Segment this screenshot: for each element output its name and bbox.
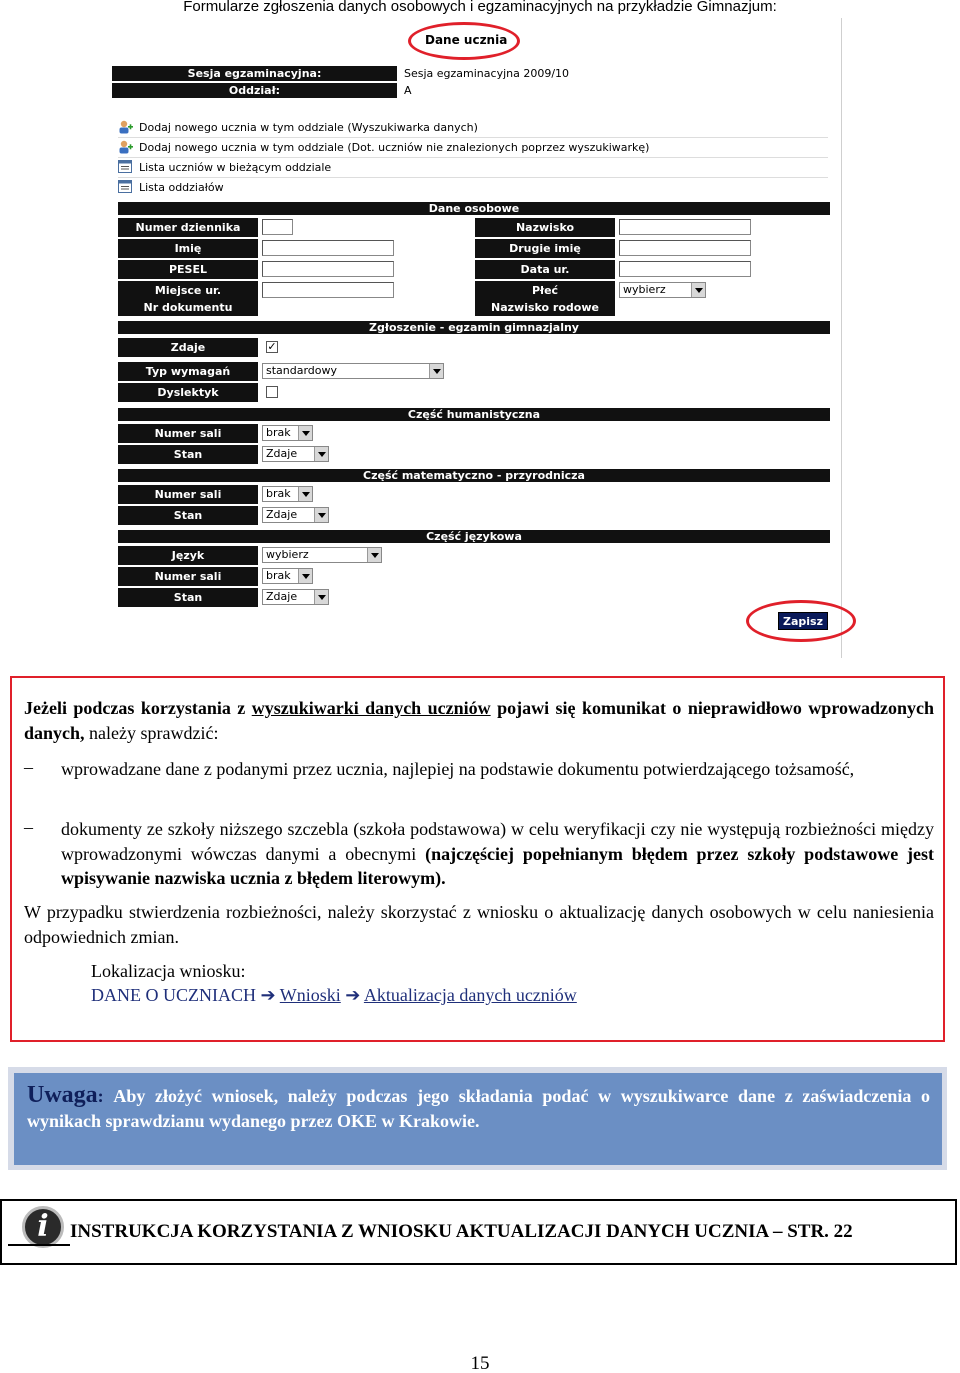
select-value: wybierz <box>266 548 309 561</box>
select-value: standardowy <box>266 364 338 377</box>
label-typ-wymagan: Typ wymagań <box>118 362 258 381</box>
link-add-student-search[interactable] <box>118 120 478 134</box>
select-typ-wymagan[interactable] <box>262 363 444 379</box>
page-header: Formularze zgłoszenia danych osobowych i egzaminacyjnych na przykładzie Gimnazjum: <box>183 0 777 15</box>
label-drugie-imie: Drugie imię <box>475 239 615 258</box>
label-stan: Stan <box>118 588 258 607</box>
label-pesel: PESEL <box>118 260 258 279</box>
section-personal-data: Dane osobowe <box>118 202 830 215</box>
search-link[interactable]: wyszukiwarki danych uczniów <box>251 698 491 718</box>
divider <box>118 137 828 138</box>
label-imie: Imię <box>118 239 258 258</box>
highlight-tab-ellipse <box>408 22 520 60</box>
chevron-down-icon <box>314 447 328 461</box>
chevron-down-icon <box>314 590 328 604</box>
link-label: Lista uczniów w bieżącym oddziale <box>139 160 332 174</box>
arrow-right-icon: ➔ <box>260 985 276 1005</box>
link-branch-list[interactable] <box>118 180 224 194</box>
link-aktualizacja[interactable]: Aktualizacja danych uczniów <box>363 985 577 1005</box>
link-label: Dodaj nowego ucznia w tym oddziale (Wyszukiwarka danych) <box>139 120 478 134</box>
notice-paragraph-1 <box>24 696 934 745</box>
highlight-save-ellipse <box>746 600 856 642</box>
add-user-icon <box>118 120 133 134</box>
arrow-right-icon: ➔ <box>345 985 361 1005</box>
select-numer-sali[interactable] <box>262 486 313 502</box>
label-stan: Stan <box>118 445 258 464</box>
section-language: Część językowa <box>118 530 830 543</box>
input-pesel[interactable] <box>262 261 394 277</box>
session-label: Sesja egzaminacyjna: <box>112 66 397 81</box>
label-stan: Stan <box>118 506 258 525</box>
link-student-list[interactable] <box>118 160 331 174</box>
checkbox-dyslektyk[interactable] <box>266 386 278 398</box>
label-numer-sali: Numer sali <box>118 424 258 443</box>
location-path <box>91 983 791 1008</box>
section-math-science: Część matematyczno - przyrodnicza <box>118 469 830 482</box>
tab-dane-ucznia[interactable]: Dane ucznia <box>425 33 508 47</box>
select-numer-sali[interactable] <box>262 568 313 584</box>
select-stan[interactable] <box>262 589 329 605</box>
select-numer-sali[interactable] <box>262 425 313 441</box>
input-miejsce-ur[interactable] <box>262 282 394 298</box>
warning-colon: : <box>97 1086 104 1106</box>
select-value: brak <box>266 426 291 439</box>
label-plec: Płeć <box>475 281 615 300</box>
add-user-icon <box>118 140 133 154</box>
label-nazwisko-rodowe: Nazwisko rodowe <box>475 300 615 316</box>
location-root: DANE O UCZNIACH <box>91 985 256 1005</box>
label-numer-sali: Numer sali <box>118 485 258 504</box>
link-label: Lista oddziałów <box>139 180 224 194</box>
select-value: Zdaje <box>266 447 298 460</box>
input-nazwisko[interactable] <box>619 219 751 235</box>
screenshot-border <box>841 18 842 658</box>
select-value: brak <box>266 569 291 582</box>
location-label: Lokalizacja wniosku: <box>91 961 246 981</box>
bullet-2-text: dokumenty ze szkoły niższego szczebla (szkoła podstawowa) w celu weryfikacji czy nie występują rozbieżności między wprowadzonymi wówczas danymi a obecnymi <box>61 819 934 864</box>
warning-text <box>27 1083 930 1133</box>
list-icon <box>118 180 133 194</box>
select-value: Zdaje <box>266 508 298 521</box>
input-data-ur[interactable] <box>619 261 751 277</box>
label-data-ur: Data ur. <box>475 260 615 279</box>
chevron-down-icon <box>429 364 443 378</box>
label-zdaje: Zdaje <box>118 338 258 357</box>
chevron-down-icon <box>691 283 705 297</box>
section-exam-registration: Zgłoszenie - egzamin gimnazjalny <box>118 321 830 334</box>
warning-title: Uwaga <box>27 1082 98 1108</box>
save-button[interactable]: Zapisz <box>778 612 828 630</box>
select-value: wybierz <box>623 283 666 296</box>
label-nr-dziennika: Numer dziennika <box>118 218 258 237</box>
branch-value: A <box>404 84 412 97</box>
footer-title: INSTRUKCJA KORZYSTANIA Z WNIOSKU AKTUALIZACJI DANYCH UCZNIA – STR. 22 <box>70 1221 853 1242</box>
branch-label: Oddział: <box>112 83 397 98</box>
label-dyslektyk: Dyslektyk <box>118 383 258 402</box>
chevron-down-icon <box>298 487 312 501</box>
input-nr-dziennika[interactable] <box>262 219 293 235</box>
input-drugie-imie[interactable] <box>619 240 751 256</box>
bullet-1: wprowadzane dane z podanymi przez ucznia, najlepiej na podstawie dokumentu potwierdzającego tożsamość, <box>61 759 855 779</box>
input-imie[interactable] <box>262 240 394 256</box>
select-stan[interactable] <box>262 446 329 462</box>
label-miejsce-ur: Miejsce ur. <box>118 281 258 300</box>
notice-bold-text: pojawi się komunikat o nieprawidłowo wprowadzonych danych, <box>24 698 934 743</box>
chevron-down-icon <box>314 508 328 522</box>
chevron-down-icon <box>367 548 381 562</box>
select-jezyk[interactable] <box>262 547 382 563</box>
select-plec[interactable] <box>619 282 706 298</box>
link-wnioski[interactable]: Wnioski <box>279 985 341 1005</box>
session-value: Sesja egzaminacyjna 2009/10 <box>404 67 570 80</box>
link-label: Dodaj nowego ucznia w tym oddziale (Dot. uczniów nie znalezionych poprzez wyszukiwarkę) <box>139 140 650 154</box>
info-icon: i <box>22 1206 64 1248</box>
checkbox-zdaje[interactable]: ✓ <box>267 340 277 353</box>
list-icon <box>118 160 133 174</box>
notice-text: należy sprawdzić: <box>84 722 219 743</box>
page-number: 15 <box>470 1353 490 1373</box>
bullet-2-bold: (najczęściej popełnianym błędem przez szkoły podstawowe jest wpisywanie nazwiska ucznia z błędem literowym). <box>61 843 935 888</box>
chevron-down-icon <box>298 426 312 440</box>
chevron-down-icon <box>298 569 312 583</box>
label-nazwisko: Nazwisko <box>475 218 615 237</box>
bullet-2 <box>61 817 934 891</box>
label-jezyk: Język <box>118 546 258 565</box>
bullet-dash: – <box>24 757 33 777</box>
divider <box>118 177 828 178</box>
label-numer-sali: Numer sali <box>118 567 258 586</box>
notice-paragraph-2: W przypadku stwierdzenia rozbieżności, należy skorzystać z wniosku o aktualizację danych osobowych w celu naniesienia odpowiednich zmian. <box>24 902 934 947</box>
select-stan[interactable] <box>262 507 329 523</box>
footer-rule <box>8 1244 70 1246</box>
divider <box>118 157 828 158</box>
label-nr-dokumentu: Nr dokumentu <box>118 300 258 316</box>
link-add-student-manual[interactable] <box>118 140 649 154</box>
select-value: Zdaje <box>266 590 298 603</box>
section-humanities: Część humanistyczna <box>118 408 830 421</box>
warning-body: Aby złożyć wniosek, należy podczas jego składania podać w wyszukiwarce dane z zaświadczenia o wynikach sprawdzianu wydanego przez OKE w Krakowie. <box>27 1086 930 1131</box>
select-value: brak <box>266 487 291 500</box>
bullet-dash: – <box>24 817 33 837</box>
notice-bold-text: Jeżeli podczas korzystania z <box>24 698 252 718</box>
